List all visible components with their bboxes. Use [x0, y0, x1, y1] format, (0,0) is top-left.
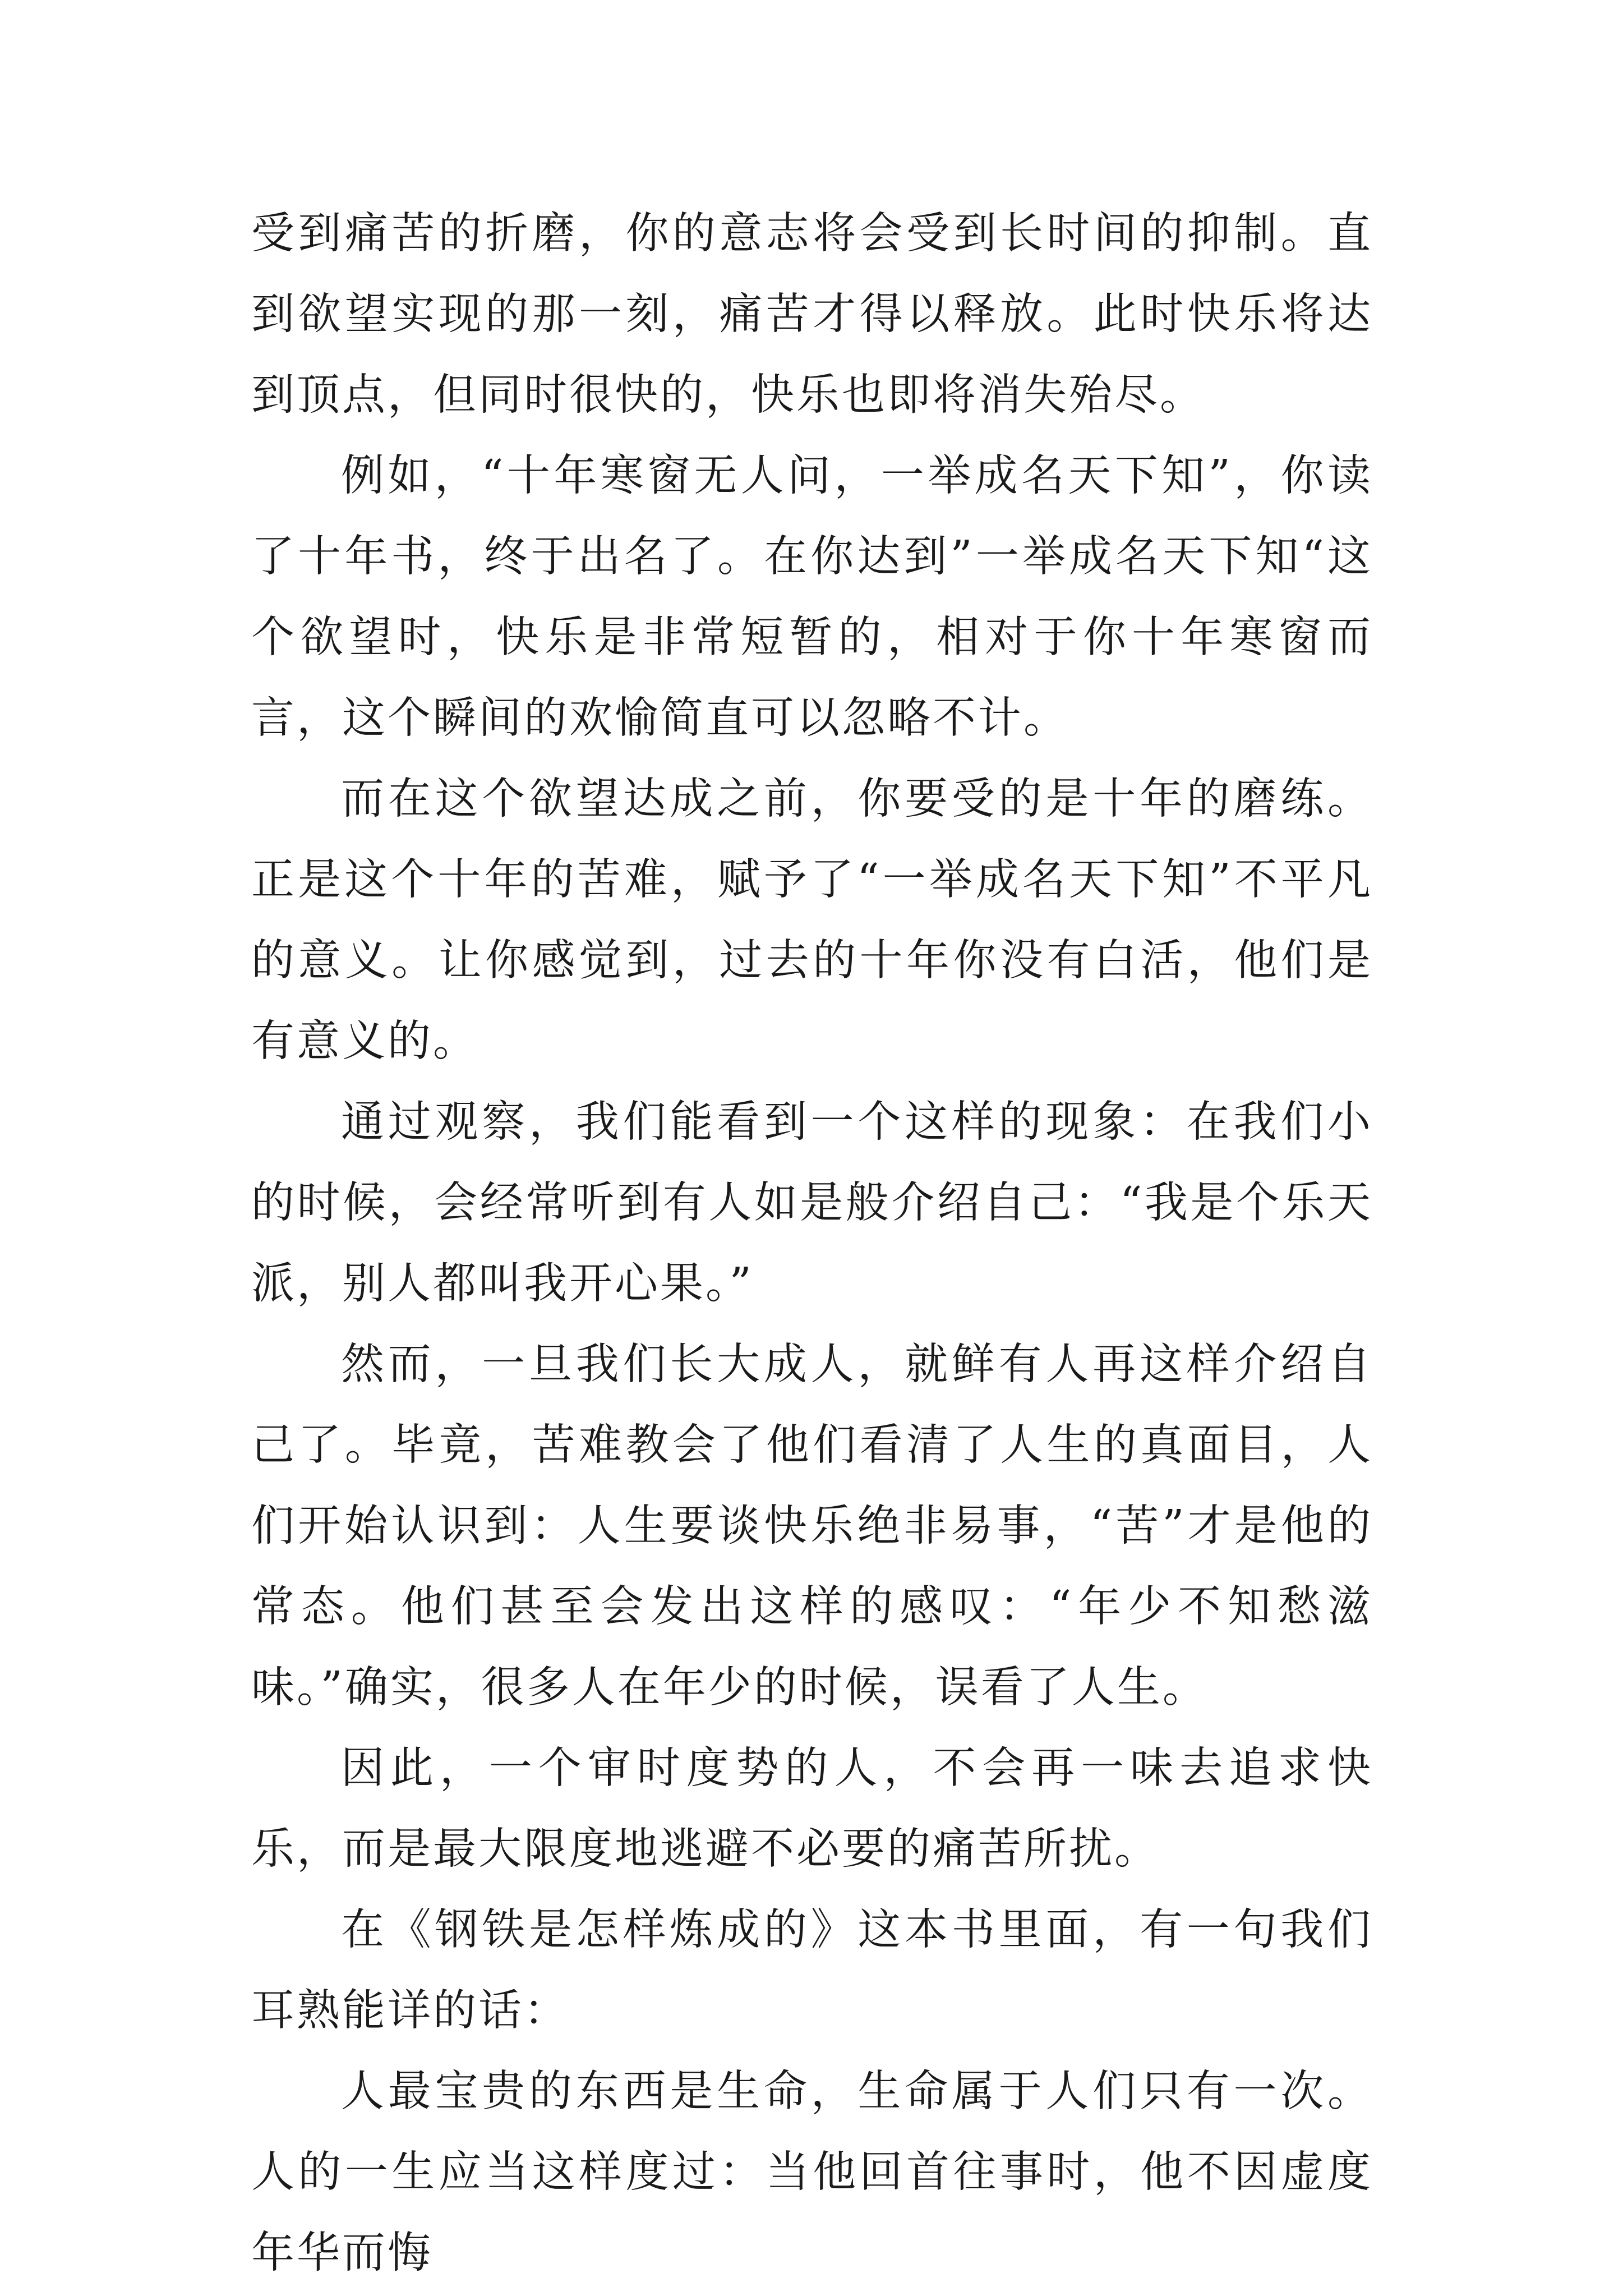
paragraph: 例如，“十年寒窗无人问，一举成名天下知”，你读了十年书，终于出名了。在你达到”一举成名天下知“这个欲望时，快乐是非常短暂的，相对于你十年寒窗而言，这个瞬间的欢愉简直可以忽略不计。 — [251, 451, 1373, 743]
paragraph: 而在这个欲望达成之前，你要受的是十年的磨练。正是这个十年的苦难，赋予了“一举成名天下知”不平凡的意义。让你感觉到，过去的十年你没有白活，他们是有意义的。 — [251, 774, 1373, 1066]
paragraph-quote: 人最宝贵的东西是生命，生命属于人们只有一次。人的一生应当这样度过：当他回首往事时，他不因虚度年华而悔 — [251, 2067, 1373, 2278]
paragraph: 通过观察，我们能看到一个这样的现象：在我们小的时候，会经常听到有人如是般介绍自己：“我是个乐天派，别人都叫我开心果。” — [251, 1097, 1373, 1309]
paragraph-continuation: 受到痛苦的折磨，你的意志将会受到长时间的抑制。直到欲望实现的那一刻，痛苦才得以释放。此时快乐将达到顶点，但同时很快的，快乐也即将消失殆尽。 — [251, 209, 1373, 420]
paragraph: 在《钢铁是怎样炼成的》这本书里面，有一句我们耳熟能详的话： — [251, 1905, 1373, 2036]
paragraph: 然而，一旦我们长大成人，就鲜有人再这样介绍自己了。毕竟，苦难教会了他们看清了人生的真面目，人们开始认识到：人生要谈快乐绝非易事，“苦”才是他的常态。他们甚至会发出这样的感叹：“年少不知愁滋味。”确实，很多人在年少的时候，误看了人生。 — [251, 1340, 1373, 1713]
paragraph: 因此，一个审时度势的人，不会再一味去追求快乐，而是最大限度地逃避不必要的痛苦所扰。 — [251, 1743, 1373, 1874]
document-body — [251, 194, 1373, 2294]
